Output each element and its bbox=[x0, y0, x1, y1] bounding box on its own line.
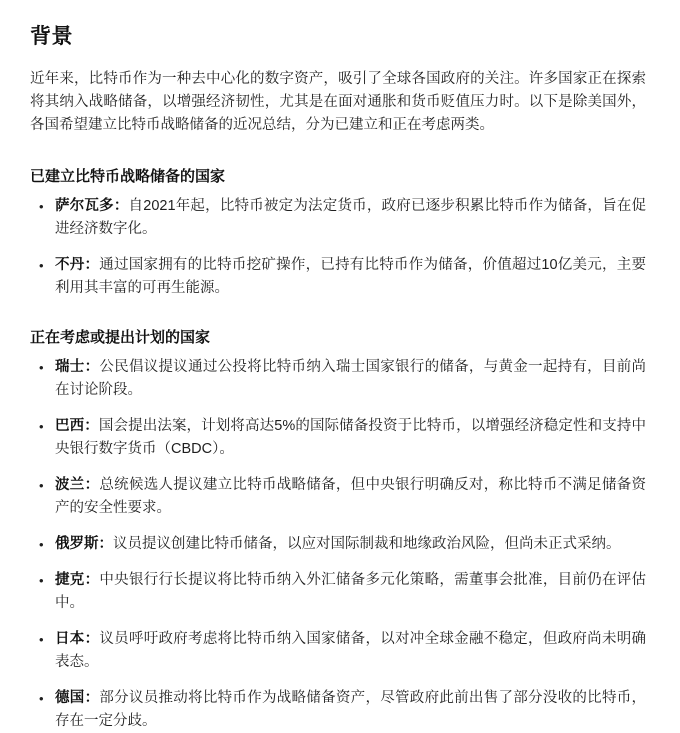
country-description: 通过国家拥有的比特币挖矿操作，已持有比特币作为储备，价值超过10亿美元，主要利用其丰富的可再生能源。 bbox=[55, 257, 646, 296]
page-title: 背景 bbox=[30, 25, 73, 48]
country-separator: ： bbox=[84, 477, 100, 493]
country-name: 捷克 bbox=[55, 572, 85, 588]
country-description: 自2021年起，比特币被定为法定货币，政府已逐步积累比特币作为储备，旨在促进经济数字化。 bbox=[55, 198, 647, 237]
intro-paragraph: 近年来，比特币作为一种去中心化的数字资产，吸引了全球各国政府的关注。许多国家正在探索将其纳入战略储备，以增强经济韧性，尤其是在面对通胀和货币贬值压力时。以下是除美国外，各国希望建立比特币战略储备的近况总结，分为已建立和正在考虑两类。 bbox=[30, 71, 646, 133]
bullet-icon: • bbox=[39, 478, 44, 493]
country-name: 巴西 bbox=[55, 418, 85, 434]
country-separator: ： bbox=[98, 536, 113, 552]
country-description: 议员呼吁政府考虑将比特币纳入国家储备，以对冲全球金融不稳定，但政府尚未明确表态。 bbox=[55, 631, 647, 670]
list-item bbox=[30, 569, 646, 615]
bullet-icon: • bbox=[39, 258, 44, 273]
bullet-icon: • bbox=[39, 632, 44, 647]
country-name: 俄罗斯 bbox=[55, 536, 99, 552]
bullet-icon: • bbox=[39, 419, 44, 434]
country-name: 萨尔瓦多 bbox=[55, 198, 114, 214]
country-description: 国会提出法案，计划将高达5%的国际储备投资于比特币，以增强经济稳定性和支持中央银行数字货币（CBDC）。 bbox=[55, 418, 646, 457]
country-description: 议员提议创建比特币储备，以应对国际制裁和地缘政治风险，但尚未正式采纳。 bbox=[113, 536, 621, 552]
list-item bbox=[30, 356, 646, 402]
list-item bbox=[30, 533, 646, 556]
country-separator: ： bbox=[84, 631, 100, 647]
country-separator: ： bbox=[84, 690, 100, 706]
country-separator: ： bbox=[84, 257, 100, 273]
country-separator: ： bbox=[113, 198, 129, 214]
country-name: 日本 bbox=[55, 631, 85, 647]
country-name: 瑞士 bbox=[55, 359, 85, 375]
country-description: 总统候选人提议建立比特币战略储备，但中央银行明确反对，称比特币不满足储备资产的安全性要求。 bbox=[55, 477, 647, 516]
country-description: 中央银行行长提议将比特币纳入外汇储备多元化策略，需董事会批准，目前仍在评估中。 bbox=[55, 572, 647, 611]
section-heading-established: 已建立比特币战略储备的国家 bbox=[30, 168, 226, 185]
list-item bbox=[30, 687, 646, 733]
list-item bbox=[30, 415, 646, 461]
considering-countries-list bbox=[30, 356, 646, 733]
country-separator: ： bbox=[84, 418, 99, 434]
section-heading-considering: 正在考虑或提出计划的国家 bbox=[30, 329, 211, 346]
list-item bbox=[30, 195, 646, 241]
country-name: 波兰 bbox=[55, 477, 85, 493]
bullet-icon: • bbox=[39, 537, 44, 552]
bullet-icon: • bbox=[39, 573, 44, 588]
country-separator: ： bbox=[84, 359, 100, 375]
country-name: 德国 bbox=[55, 690, 85, 706]
bullet-icon: • bbox=[39, 199, 44, 214]
list-item bbox=[30, 254, 646, 300]
bullet-icon: • bbox=[39, 691, 44, 706]
country-description: 公民倡议提议通过公投将比特币纳入瑞士国家银行的储备，与黄金一起持有，目前尚在讨论阶段。 bbox=[55, 359, 647, 398]
list-item bbox=[30, 474, 646, 520]
established-countries-list bbox=[30, 195, 646, 300]
country-name: 不丹 bbox=[55, 257, 85, 273]
country-separator: ： bbox=[84, 572, 100, 588]
country-description: 部分议员推动将比特币作为战略储备资产，尽管政府此前出售了部分没收的比特币，存在一定分歧。 bbox=[55, 690, 647, 729]
bullet-icon: • bbox=[39, 360, 44, 375]
list-item bbox=[30, 628, 646, 674]
